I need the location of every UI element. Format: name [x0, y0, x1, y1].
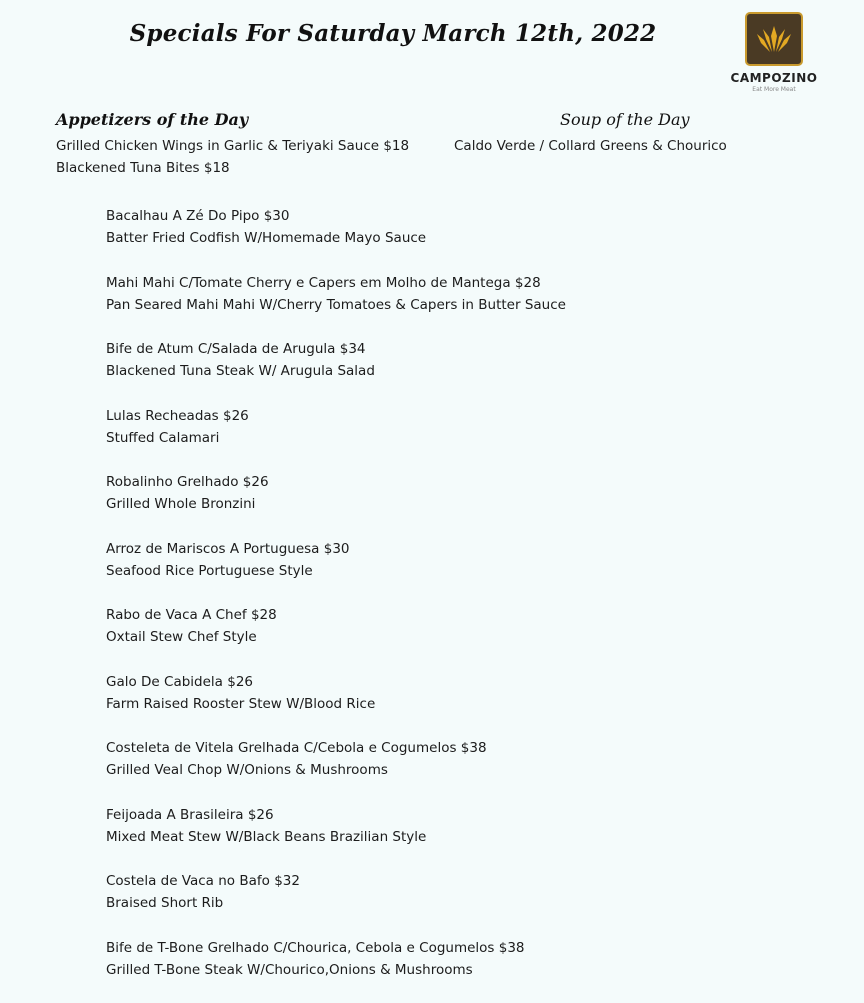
special-description: Oxtail Stew Chef Style [106, 626, 566, 648]
special-item [106, 471, 566, 538]
special-name: Costela de Vaca no Bafo $32 [106, 870, 566, 892]
special-description: Grilled Whole Bronzini [106, 493, 566, 515]
special-item [106, 205, 566, 272]
special-name: Bacalhau A Zé Do Pipo $30 [106, 205, 566, 227]
wheat-icon [745, 12, 803, 66]
special-description: Stuffed Calamari [106, 427, 566, 449]
special-description: Farm Raised Rooster Stew W/Blood Rice [106, 693, 566, 715]
special-item [106, 338, 566, 405]
page-title: Specials For Saturday March 12th, 2022 [0, 20, 786, 47]
special-item [106, 937, 566, 1003]
special-name: Galo De Cabidela $26 [106, 671, 566, 693]
logo-tagline: Eat More Meat [722, 86, 826, 93]
special-item [106, 870, 566, 937]
appetizer-item: Grilled Chicken Wings in Garlic & Teriyaki Sauce $18 [56, 137, 409, 155]
special-description: Seafood Rice Portuguese Style [106, 560, 566, 582]
restaurant-logo [722, 12, 826, 93]
special-name: Mahi Mahi C/Tomate Cherry e Capers em Molho de Mantega $28 [106, 272, 566, 294]
special-description: Pan Seared Mahi Mahi W/Cherry Tomatoes & Capers in Butter Sauce [106, 294, 566, 316]
special-name: Rabo de Vaca A Chef $28 [106, 604, 566, 626]
special-description: Grilled Veal Chop W/Onions & Mushrooms [106, 759, 566, 781]
special-description: Braised Short Rib [106, 892, 566, 914]
soup-heading: Soup of the Day [560, 110, 690, 129]
special-name: Robalinho Grelhado $26 [106, 471, 566, 493]
specials-list [106, 205, 566, 1003]
special-item [106, 604, 566, 671]
special-description: Mixed Meat Stew W/Black Beans Brazilian Style [106, 826, 566, 848]
appetizers-heading: Appetizers of the Day [56, 110, 248, 129]
special-item [106, 538, 566, 605]
special-name: Bife de T-Bone Grelhado C/Chourica, Cebola e Cogumelos $38 [106, 937, 566, 959]
special-description: Grilled T-Bone Steak W/Chourico,Onions & Mushrooms [106, 959, 566, 981]
special-description: Blackened Tuna Steak W/ Arugula Salad [106, 360, 566, 382]
special-item [106, 272, 566, 339]
special-description: Batter Fried Codfish W/Homemade Mayo Sauce [106, 227, 566, 249]
appetizer-item: Blackened Tuna Bites $18 [56, 159, 230, 177]
soup-item: Caldo Verde / Collard Greens & Chourico [454, 137, 727, 155]
special-item [106, 804, 566, 871]
special-name: Lulas Recheadas $26 [106, 405, 566, 427]
special-item [106, 405, 566, 472]
special-item [106, 671, 566, 738]
special-name: Bife de Atum C/Salada de Arugula $34 [106, 338, 566, 360]
logo-name: CAMPOZINO [722, 71, 826, 85]
special-name: Arroz de Mariscos A Portuguesa $30 [106, 538, 566, 560]
special-name: Feijoada A Brasileira $26 [106, 804, 566, 826]
special-name: Costeleta de Vitela Grelhada C/Cebola e Cogumelos $38 [106, 737, 566, 759]
special-item [106, 737, 566, 804]
